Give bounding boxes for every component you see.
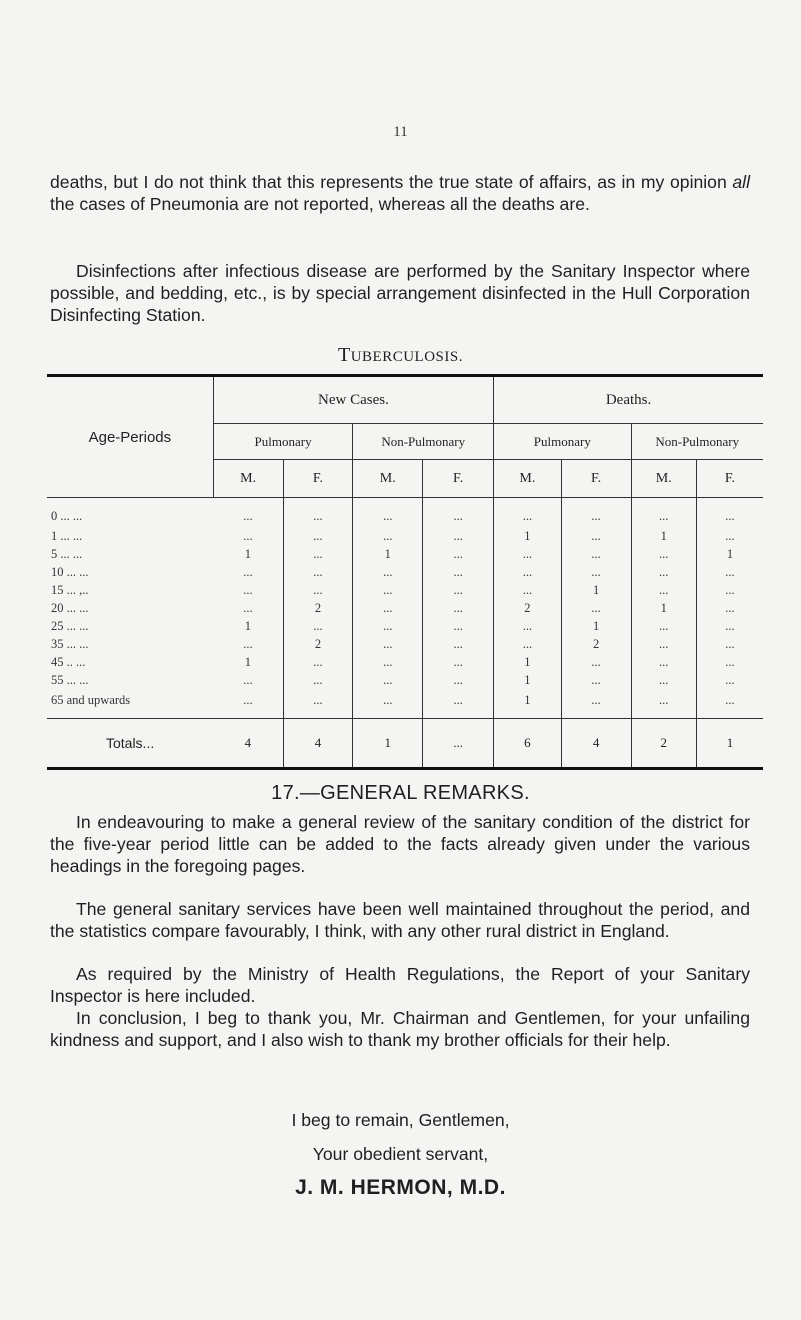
totals-label: Totals...	[47, 719, 213, 769]
table-cell: 2	[561, 635, 631, 653]
age-period-cell: 0 ... ...	[51, 509, 83, 524]
page-number: 11	[393, 124, 408, 140]
table-cell: ...	[696, 527, 763, 545]
table-cell: ...	[423, 581, 494, 599]
deaths-non-pulmonary-header: Non-Pulmonary	[631, 424, 763, 460]
table-cell: ...	[631, 635, 696, 653]
totals-cell: 6	[494, 719, 562, 769]
table-cell: ...	[353, 653, 423, 671]
table-row	[47, 635, 763, 653]
table-row	[47, 671, 763, 689]
paragraph-pneumonia-text-b: the cases of Pneumonia are not reported, whereas all the deaths are.	[50, 194, 590, 214]
age-period-cell: 20 ... ...	[51, 600, 89, 615]
age-period-cell: 25 ... ...	[51, 619, 89, 633]
totals-cell: ...	[423, 719, 494, 769]
age-period-cell: 65 and upwards	[51, 692, 131, 707]
table-cell: ...	[696, 563, 763, 581]
table-cell: ...	[423, 617, 494, 635]
table-cell: 1	[696, 545, 763, 563]
table-cell: ...	[353, 498, 423, 527]
table-cell: ...	[243, 564, 253, 579]
table-cell: ...	[561, 653, 631, 671]
sex-header-f: F.	[283, 460, 353, 498]
table-cell: ...	[696, 635, 763, 653]
table-cell: ...	[696, 689, 763, 718]
tuberculosis-heading	[0, 344, 801, 367]
table-cell: ...	[423, 563, 494, 581]
table-cell: ...	[561, 498, 631, 527]
table-cell: ...	[696, 671, 763, 689]
table-cell: ...	[243, 582, 253, 597]
table-row	[47, 498, 763, 527]
table-cell: 1	[494, 689, 562, 718]
table-row	[47, 527, 763, 545]
table-cell: ...	[423, 635, 494, 653]
tuberculosis-heading-rest: UBERCULOSIS.	[350, 349, 463, 365]
table-row	[47, 653, 763, 671]
table-cell: ...	[696, 581, 763, 599]
closing-line-servant: Your obedient servant,	[312, 1144, 489, 1164]
tuberculosis-table	[47, 374, 763, 770]
age-period-cell: 55 ... ...	[51, 673, 89, 688]
table-cell: ...	[243, 509, 253, 524]
totals-cell: 4	[283, 719, 353, 769]
closing-line-remain: I beg to remain, Gentlemen,	[291, 1110, 510, 1130]
table-row	[47, 617, 763, 635]
table-cell: 1	[244, 655, 252, 670]
table-cell: ...	[353, 617, 423, 635]
sex-header-m: M.	[353, 460, 423, 498]
table-cell: ...	[561, 545, 631, 563]
table-cell: ...	[423, 545, 494, 563]
table-row	[47, 581, 763, 599]
table-cell: 2	[283, 599, 353, 617]
sex-header-m: M.	[494, 460, 562, 498]
table-cell: ...	[494, 545, 562, 563]
table-cell: ...	[353, 689, 423, 718]
table-cell: ...	[353, 581, 423, 599]
table-cell: 1	[244, 546, 252, 561]
table-row	[47, 545, 763, 563]
deaths-pulmonary-header: Pulmonary	[494, 424, 631, 460]
age-period-cell: 15 ... ,..	[51, 582, 89, 597]
paragraph-pneumonia-text-a: deaths, but I do not think that this represents the true state of affairs, as in my opinion	[50, 172, 733, 192]
paragraph-pneumonia-italic: all	[732, 172, 750, 192]
table-cell: ...	[561, 599, 631, 617]
table-cell: 1	[494, 671, 562, 689]
table-cell: ...	[283, 617, 353, 635]
table-cell: ...	[696, 653, 763, 671]
sex-header-m: M.	[240, 470, 257, 486]
table-cell: ...	[353, 527, 423, 545]
table-cell: ...	[283, 563, 353, 581]
table-cell: ...	[283, 653, 353, 671]
new-cases-pulmonary-header: Pulmonary	[213, 424, 353, 460]
paragraph-conclusion: In conclusion, I beg to thank you, Mr. Chairman and Gentlemen, for your unfailing kindness and support, and I also wish to thank my brother officials for their help.	[50, 1008, 750, 1050]
totals-cell: 1	[696, 719, 763, 769]
table-cell: 1	[494, 653, 562, 671]
table-cell: ...	[631, 498, 696, 527]
age-period-cell: 1 ... ...	[51, 528, 83, 543]
age-period-cell: 5 ... ...	[51, 546, 83, 561]
table-cell: ...	[561, 563, 631, 581]
totals-cell: 2	[631, 719, 696, 769]
table-cell: ...	[631, 545, 696, 563]
age-period-cell: 45 .. ...	[51, 655, 86, 670]
table-cell: ...	[243, 692, 253, 707]
sex-header-f: F.	[423, 460, 494, 498]
table-cell: ...	[283, 527, 353, 545]
totals-cell: 4	[213, 719, 283, 769]
table-cell: ...	[631, 563, 696, 581]
general-remarks-heading: 17.—GENERAL REMARKS.	[271, 782, 530, 804]
age-periods-header: Age-Periods	[47, 376, 213, 498]
table-cell: ...	[631, 671, 696, 689]
sex-header-m: M.	[631, 460, 696, 498]
table-cell: 2	[494, 599, 562, 617]
table-cell: 1	[631, 527, 696, 545]
table-cell: ...	[423, 689, 494, 718]
table-cell: ...	[353, 599, 423, 617]
table-cell: ...	[283, 689, 353, 718]
table-cell: ...	[243, 528, 253, 543]
table-cell: ...	[561, 671, 631, 689]
age-period-cell: 10 ... ...	[51, 564, 89, 579]
table-cell: ...	[353, 635, 423, 653]
table-cell: ...	[243, 637, 253, 652]
table-cell: ...	[423, 527, 494, 545]
sex-header-f: F.	[561, 460, 631, 498]
paragraph-disinfections: Disinfections after infectious disease are performed by the Sanitary Inspector where possible, and bedding, etc., is by special arrangement disinfected in the Hull Corporation Disinfecting Station.	[50, 261, 750, 325]
table-cell: ...	[494, 498, 562, 527]
table-cell: ...	[283, 671, 353, 689]
table-cell: ...	[494, 617, 562, 635]
table-cell: ...	[631, 689, 696, 718]
table-cell: 1	[631, 599, 696, 617]
age-period-cell: 35 ... ...	[51, 637, 89, 652]
table-cell: ...	[353, 671, 423, 689]
new-cases-header: New Cases.	[213, 376, 493, 424]
paragraph-inspector-report: As required by the Ministry of Health Regulations, the Report of your Sanitary Inspector is here included.	[50, 964, 750, 1006]
table-cell: ...	[423, 653, 494, 671]
signature: J. M. HERMON, M.D.	[295, 1176, 506, 1199]
table-cell: 1	[353, 545, 423, 563]
table-cell: 1	[244, 619, 252, 633]
table-cell: ...	[243, 600, 253, 615]
table-cell: ...	[243, 673, 253, 688]
deaths-header: Deaths.	[494, 376, 763, 424]
table-cell: ...	[494, 563, 562, 581]
table-cell: ...	[423, 599, 494, 617]
tuberculosis-heading-initial: T	[338, 344, 351, 366]
paragraph-sanitary-services: The general sanitary services have been well maintained throughout the period, and the statistics compare favourably, I think, with any other rural district in England.	[50, 899, 750, 941]
table-cell: ...	[494, 635, 562, 653]
table-cell: ...	[353, 563, 423, 581]
table-cell: ...	[696, 498, 763, 527]
table-row	[47, 599, 763, 617]
table-cell: ...	[561, 689, 631, 718]
table-cell: ...	[561, 527, 631, 545]
table-cell: ...	[631, 581, 696, 599]
table-cell: 1	[561, 617, 631, 635]
table-cell: ...	[283, 581, 353, 599]
table-cell: ...	[423, 498, 494, 527]
table-row	[47, 563, 763, 581]
sex-header-f: F.	[696, 460, 763, 498]
paragraph-pneumonia	[50, 171, 750, 215]
table-cell: 1	[561, 581, 631, 599]
table-cell: ...	[696, 617, 763, 635]
table-cell: ...	[283, 545, 353, 563]
table-cell: ...	[423, 671, 494, 689]
paragraph-general-review: In endeavouring to make a general review of the sanitary condition of the district for the five-year period little can be added to the facts already given under the various headings in the foregoing pages.	[50, 812, 750, 876]
new-cases-non-pulmonary-header: Non-Pulmonary	[353, 424, 494, 460]
totals-cell: 4	[561, 719, 631, 769]
table-cell: ...	[494, 581, 562, 599]
table-cell: ...	[696, 599, 763, 617]
table-cell: 1	[494, 527, 562, 545]
table-cell: ...	[631, 617, 696, 635]
table-cell: ...	[631, 653, 696, 671]
table-cell: ...	[283, 498, 353, 527]
table-row	[47, 689, 763, 718]
table-cell: 2	[283, 635, 353, 653]
totals-cell: 1	[353, 719, 423, 769]
